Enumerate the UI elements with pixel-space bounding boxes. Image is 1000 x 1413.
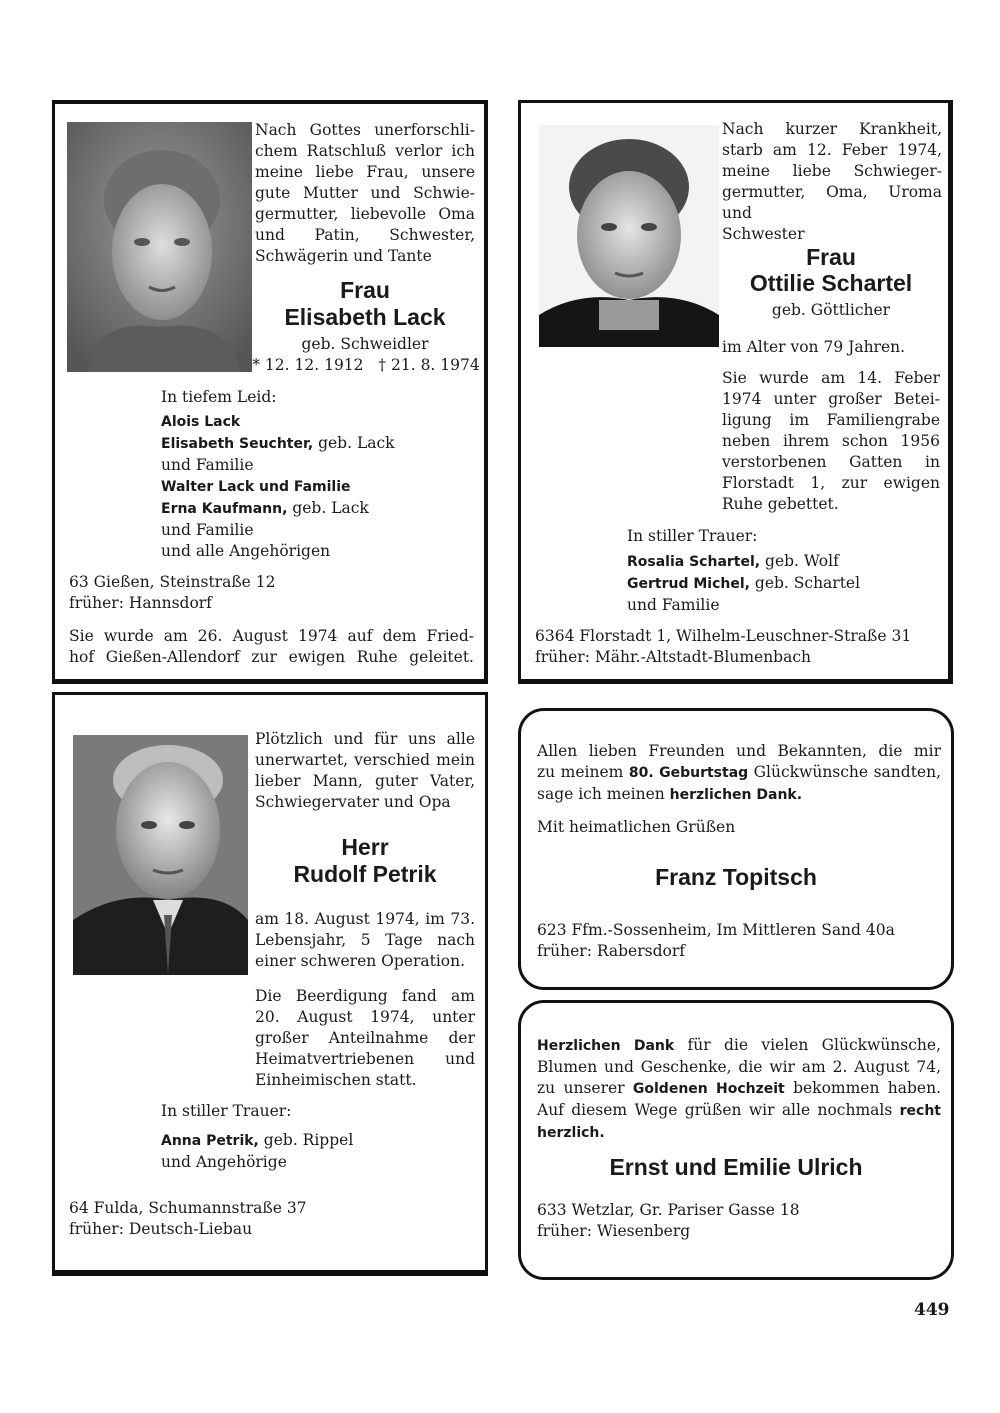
bold-phrase: 80. Geburtstag xyxy=(628,765,749,781)
text-line: Nach Gottes unerforschli- xyxy=(255,121,475,139)
address xyxy=(69,1198,307,1240)
text-line: germutter, liebevolle Oma xyxy=(255,205,475,223)
notice-elisabeth-lack xyxy=(52,100,488,684)
text-line: neben ihrem schon 1956 xyxy=(722,432,940,450)
bold-phrase: Goldenen Hochzeit xyxy=(632,1081,785,1097)
notice-ernst-emilie-ulrich xyxy=(518,1000,954,1280)
text-line xyxy=(537,762,941,784)
mourner-line xyxy=(161,411,395,433)
mourner-name: Elisabeth Seuchter, xyxy=(161,436,314,452)
text-line: früher: Deutsch-Liebau xyxy=(69,1220,253,1238)
text-line: 6364 Florstadt 1, Wilhelm-Leuschner-Straße 31 xyxy=(535,627,912,645)
mourning-label: In stiller Trauer: xyxy=(627,527,758,545)
address xyxy=(69,572,276,614)
text-line xyxy=(537,1100,941,1122)
mourner-detail: geb. Lack xyxy=(313,434,395,452)
text-line xyxy=(537,1035,941,1057)
text-line: Plötzlich und für uns alle xyxy=(255,730,475,748)
mourner-detail: geb. Lack xyxy=(287,499,369,517)
text-segment: sage ich meinen xyxy=(537,785,670,803)
thanks-text xyxy=(537,1035,941,1144)
mourner-line xyxy=(627,551,860,573)
salutation: Frau xyxy=(340,277,390,303)
text-line: chem Ratschluß verlor ich xyxy=(255,142,475,160)
text-segment: für die vielen Glückwünsche, xyxy=(674,1036,941,1054)
portrait-photo-elisabeth-lack xyxy=(67,122,252,372)
text-line: früher: Mähr.-Altstadt-Blumenbach xyxy=(535,648,812,666)
text-line: Sie wurde am 26. August 1974 auf dem Fried- xyxy=(69,627,474,645)
bold-phrase: herzlichen Dank. xyxy=(669,787,803,803)
deceased-name: Rudolf Petrik xyxy=(293,861,437,887)
greeting: Mit heimatlichen Grüßen xyxy=(537,818,736,836)
mourner-line xyxy=(627,573,860,595)
text-line: früher: Hannsdorf xyxy=(69,594,212,612)
mourning-label: In tiefem Leid: xyxy=(161,388,277,406)
text-line: Lebensjahr, 5 Tage nach xyxy=(255,931,475,949)
text-line: Schwägerin und Tante xyxy=(255,247,432,265)
mourner-name: Rosalia Schartel, xyxy=(627,554,761,570)
mourner-detail: und Angehörige xyxy=(161,1153,287,1171)
text-line xyxy=(537,1078,941,1100)
text-line: 64 Fulda, Schumannstraße 37 xyxy=(69,1199,307,1217)
mourner-line xyxy=(161,1152,353,1173)
life-dates: * 12. 12. 1912 † 21. 8. 1974 xyxy=(252,356,480,374)
text-line: früher: Wiesenberg xyxy=(537,1222,691,1240)
text-line: am 18. August 1974, im 73. xyxy=(255,910,475,928)
funeral-text xyxy=(255,986,475,1091)
intro-text xyxy=(255,120,475,267)
salutation: Herr xyxy=(341,834,389,860)
intro-text xyxy=(255,729,475,813)
text-line: Die Beerdigung fand am xyxy=(255,987,475,1005)
text-line: germutter, Oma, Uroma und xyxy=(722,183,942,222)
text-line: 1974 unter großer Betei- xyxy=(722,390,940,408)
mourner-detail: und Familie xyxy=(627,596,720,614)
age-text: im Alter von 79 Jahren. xyxy=(722,338,906,356)
mourners-list xyxy=(627,551,860,616)
text-segment: Blumen und Geschenke, die wir am 2. August 74, xyxy=(537,1058,941,1076)
text-line: Sie wurde am 14. Feber xyxy=(722,369,940,387)
mourner-name: Gertrud Michel, xyxy=(627,576,750,592)
text-line: hof Gießen-Allendorf zur ewigen Ruhe geleitet. xyxy=(69,648,474,666)
maiden-name: geb. Göttlicher xyxy=(771,301,891,319)
mourner-detail: geb. Wolf xyxy=(760,552,839,570)
text-line: unerwartet, verschied mein xyxy=(255,751,475,769)
text-line xyxy=(537,741,941,762)
mourner-name: Alois Lack xyxy=(161,414,241,430)
deceased-name: Elisabeth Lack xyxy=(284,304,446,330)
address xyxy=(537,920,895,962)
text-line xyxy=(537,784,941,806)
text-line xyxy=(537,1057,941,1078)
mourner-name: Walter Lack und Familie xyxy=(161,479,351,495)
text-line: Schwiegervater und Opa xyxy=(255,793,451,811)
mourner-line xyxy=(161,520,395,541)
mourners-list xyxy=(161,1130,353,1173)
mourner-line xyxy=(161,498,395,520)
text-line: 63 Gießen, Steinstraße 12 xyxy=(69,573,276,591)
text-line: und Patin, Schwester, xyxy=(255,226,475,244)
text-line: meine liebe Schwieger- xyxy=(722,162,942,180)
bold-phrase: Herzlichen Dank xyxy=(537,1038,675,1054)
text-segment: zu meinem xyxy=(537,763,629,781)
mourner-name: Erna Kaufmann, xyxy=(161,501,288,517)
address xyxy=(535,626,911,668)
mourner-detail: und Familie xyxy=(161,521,254,539)
mourner-line xyxy=(161,455,395,476)
mourner-line xyxy=(161,433,395,455)
mourner-name: Anna Petrik, xyxy=(161,1133,259,1149)
text-line: Einheimischen statt. xyxy=(255,1071,417,1089)
notice-franz-topitsch xyxy=(518,708,954,990)
address xyxy=(537,1200,800,1242)
portrait-photo-rudolf-petrik xyxy=(73,735,248,975)
text-line: verstorbenen Gatten in xyxy=(722,453,940,471)
notice-rudolf-petrik xyxy=(52,692,488,1276)
text-segment: Glückwünsche sandten, xyxy=(748,763,942,781)
text-line: Florstadt 1, zur ewigen xyxy=(722,474,940,492)
bold-phrase: herzlich. xyxy=(537,1125,605,1141)
text-line: einer schweren Operation. xyxy=(255,952,466,970)
text-segment: bekommen haben. xyxy=(784,1079,942,1097)
text-line: ligung im Familiengrabe xyxy=(722,411,940,429)
text-line: Heimatvertriebenen und xyxy=(255,1050,475,1068)
text-line: gute Mutter und Schwie- xyxy=(255,184,475,202)
text-line: lieber Mann, guter Vater, xyxy=(255,772,475,790)
text-segment: zu unserer xyxy=(537,1079,633,1097)
text-line: 633 Wetzlar, Gr. Pariser Gasse 18 xyxy=(537,1201,800,1219)
text-line: starb am 12. Feber 1974, xyxy=(722,141,942,159)
thanks-text xyxy=(537,741,941,806)
mourner-line xyxy=(161,541,395,562)
mourner-detail: geb. Rippel xyxy=(258,1131,354,1149)
mourner-line xyxy=(161,476,395,498)
text-line: Nach kurzer Krankheit, xyxy=(722,120,942,138)
burial-text xyxy=(722,368,940,515)
mourners-list xyxy=(161,411,395,562)
deceased-name: Ottilie Schartel xyxy=(749,270,913,296)
text-segment: Auf diesem Wege grüßen wir alle nochmals xyxy=(537,1101,900,1119)
text-line: großer Anteilnahme der xyxy=(255,1029,475,1047)
burial-text xyxy=(69,626,474,668)
text-line: Ruhe gebettet. xyxy=(722,495,839,513)
text-line: früher: Rabersdorf xyxy=(537,942,685,960)
salutation: Frau xyxy=(806,244,856,270)
sender-name: Ernst und Emilie Ulrich xyxy=(609,1154,863,1180)
death-text xyxy=(255,909,475,972)
text-segment: Allen lieben Freunden und Bekannten, die mir xyxy=(537,742,941,760)
text-line xyxy=(537,1122,941,1144)
text-line: 623 Ffm.-Sossenheim, Im Mittleren Sand 40a xyxy=(537,921,895,939)
intro-text xyxy=(722,119,942,245)
text-line: meine liebe Frau, unsere xyxy=(255,163,475,181)
mourner-detail: und Familie xyxy=(161,456,254,474)
mourner-detail: geb. Schartel xyxy=(749,574,861,592)
mourner-detail: und alle Angehörigen xyxy=(161,542,331,560)
mourning-label: In stiller Trauer: xyxy=(161,1102,292,1120)
portrait-photo-ottilie-schartel xyxy=(539,125,719,347)
sender-name: Franz Topitsch xyxy=(655,864,817,890)
mourner-line xyxy=(161,1130,353,1152)
text-line: 20. August 1974, unter xyxy=(255,1008,475,1026)
maiden-name: geb. Schweidler xyxy=(301,335,429,353)
page-number: 449 xyxy=(914,1300,950,1320)
mourner-line xyxy=(627,595,860,616)
bold-phrase: recht xyxy=(899,1103,941,1119)
notice-ottilie-schartel xyxy=(518,100,953,684)
text-line: Schwester xyxy=(722,225,805,243)
